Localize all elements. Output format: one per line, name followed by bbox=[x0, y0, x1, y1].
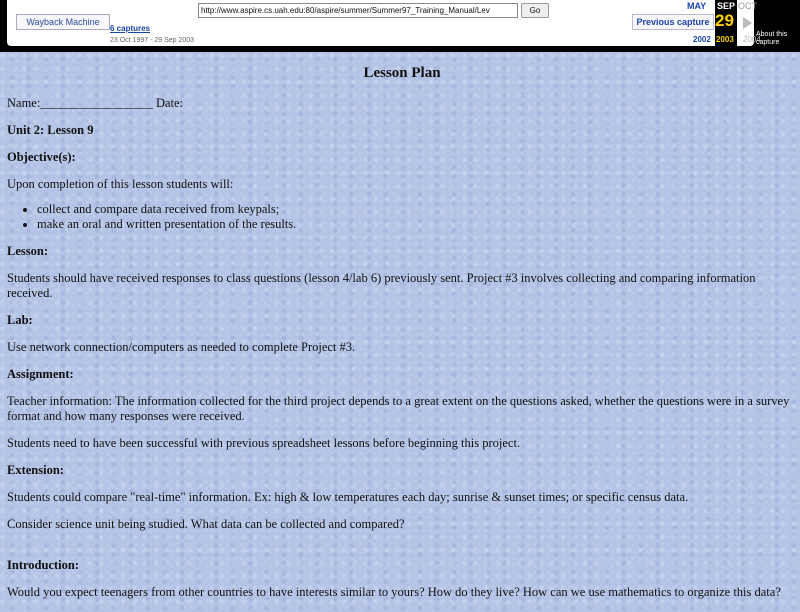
page-title: Lesson Plan bbox=[363, 65, 441, 81]
month-prev-link[interactable]: MAY bbox=[687, 1, 707, 11]
objectives-list bbox=[7, 202, 797, 232]
extension-heading: Extension: bbox=[7, 463, 64, 477]
month-current: SEP bbox=[717, 1, 736, 11]
objectives-heading: Objective(s): bbox=[7, 150, 76, 164]
lesson-heading: Lesson: bbox=[7, 244, 48, 258]
about-capture-link[interactable]: About this capture bbox=[756, 31, 788, 46]
name-date-line: Name:__________________ Date: bbox=[7, 96, 184, 110]
current-capture-box bbox=[715, 0, 737, 46]
url-input[interactable]: http://www.aspire.cs.uah.edu:80/aspire/summer/Summer97_Training_Manual/Lev bbox=[198, 3, 518, 18]
lesson-text: Students should have received responses to class questions (lesson 4/lab 6) previously sent. Project #3 involves collecting and comparing information received. bbox=[7, 271, 756, 300]
assignment-text: Students need to have been successful with previous spreadsheet lessons before beginning this project. bbox=[7, 436, 521, 450]
year-current: 2003 bbox=[716, 35, 734, 44]
capture-date-range: 23 Oct 1997 - 29 Sep 2003 bbox=[110, 37, 195, 44]
month-next: OCT bbox=[738, 1, 757, 11]
wayback-toolbar bbox=[0, 0, 800, 52]
assignment-heading: Assignment: bbox=[7, 367, 74, 381]
year-prev-link[interactable]: 2002 bbox=[693, 35, 711, 44]
captures-link[interactable]: 6 captures bbox=[110, 24, 151, 33]
introduction-heading: Introduction: bbox=[7, 558, 80, 572]
introduction-text: Would you expect teenagers from other countries to have interests similar to yours? How do they live? How can we use mathematics to organize this data? bbox=[7, 585, 781, 599]
assignment-text: Teacher information: The information collected for the third project depends to a great extent on the questions asked, whether the questions were in a survey format and how many responses were received. bbox=[7, 394, 790, 423]
extension-text: Consider science unit being studied. What data can be collected and compared? bbox=[7, 517, 405, 531]
lab-text: Use network connection/computers as needed to complete Project #3. bbox=[7, 340, 356, 354]
wayback-logo[interactable]: Wayback Machine bbox=[16, 14, 110, 30]
list-item: • collect and compare data received from keypals; bbox=[37, 202, 797, 217]
wayback-toolbar-panel bbox=[7, 0, 761, 46]
extension-text: Students could compare "real-time" information. Ex: high & low temperatures each day; sunrise & sunset times; or specific census data. bbox=[7, 490, 689, 504]
day-current: 29 bbox=[715, 11, 734, 30]
list-item: • make an oral and written presentation of the results. bbox=[37, 217, 797, 232]
next-capture-arrow-icon[interactable] bbox=[743, 17, 752, 29]
lab-heading: Lab: bbox=[7, 313, 33, 327]
go-button[interactable]: Go bbox=[521, 3, 549, 18]
previous-capture-button[interactable]: Previous capture bbox=[632, 14, 714, 30]
year-next: 2004 bbox=[743, 35, 761, 44]
objectives-intro: Upon completion of this lesson students will: bbox=[7, 177, 234, 191]
lesson-content bbox=[7, 65, 797, 612]
unit-heading: Unit 2: Lesson 9 bbox=[7, 123, 94, 137]
